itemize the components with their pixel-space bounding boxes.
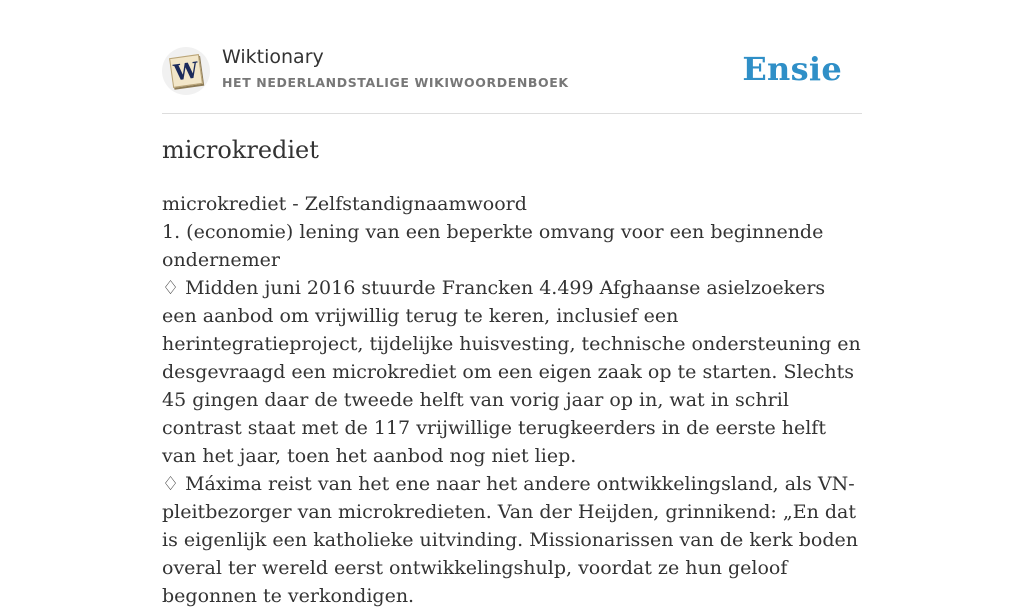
example-sentence: ♢ Máxima reist van het ene naar het andere ontwikkelingsland, als VN-pleitbezorger van microkredieten. Van der Heijden, grinnikend: „En dat is eigenlijk een katholieke uitvinding. Missionarissen van de kerk boden overal ter wereld eerst ontwikkelingshulp, voordat ze hun geloof begonnen te verkondigen.	[162, 473, 858, 607]
logo-tile	[169, 54, 203, 88]
wiktionary-logo-icon[interactable]	[162, 47, 210, 95]
site-name[interactable]: Wiktionary	[222, 46, 324, 68]
entry-title: microkrediet	[162, 136, 319, 164]
logo-letter: W	[172, 57, 201, 87]
header-divider	[162, 113, 862, 114]
ensie-brand-logo[interactable]: Ensie	[742, 50, 842, 88]
site-header	[162, 44, 862, 114]
site-subtitle: HET NEDERLANDSTALIGE WIKIWOORDENBOEK	[222, 75, 569, 90]
entry-content	[162, 190, 862, 610]
example-sentence: ♢ Midden juni 2016 stuurde Francken 4.499 Afghaanse asielzoekers een aanbod om vrijwillig terug te keren, inclusief een herintegratieproject, tijdelijke huisvesting, technische ondersteuning en desgevraagd een microkrediet om een eigen zaak op te starten. Slechts 45 gingen daar de tweede helft van vorig jaar op in, wat in schril contrast staat met de 117 vrijwillige terugkeerders in de eerste helft van het jaar, toen het aanbod nog niet liep.	[162, 277, 861, 467]
definition: 1. (economie) lening van een beperkte omvang voor een beginnende ondernemer	[162, 221, 824, 271]
part-of-speech-line: microkrediet - Zelfstandignaamwoord	[162, 193, 527, 215]
